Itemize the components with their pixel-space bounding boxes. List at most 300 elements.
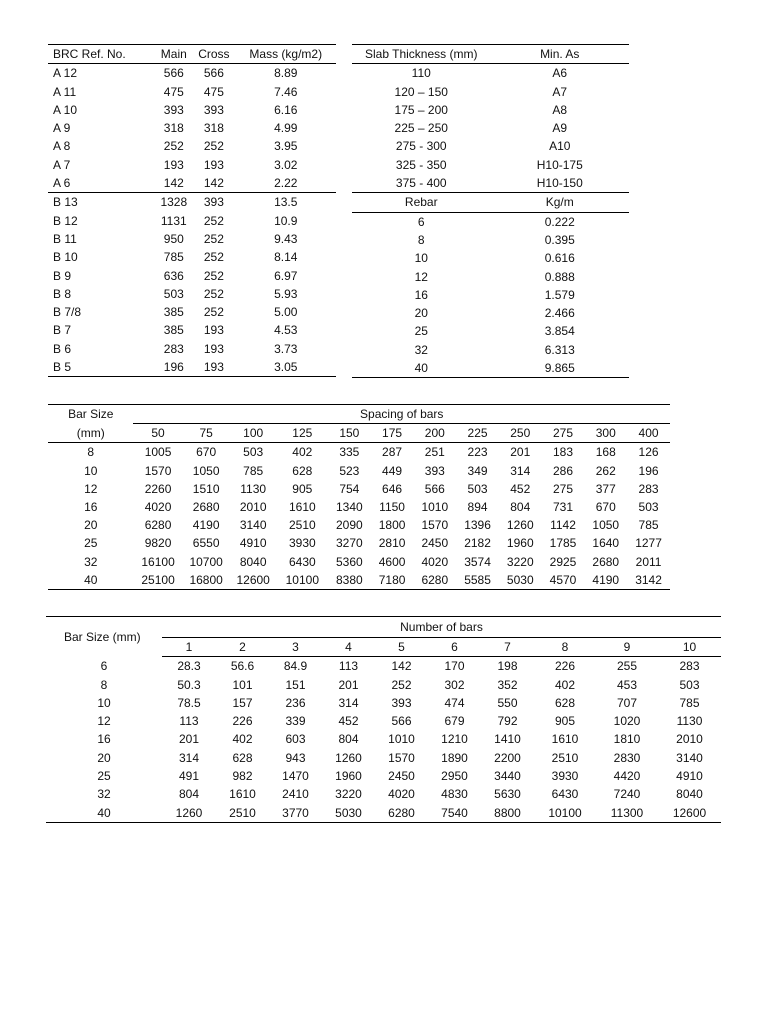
brc-mass-cell: 2.22 [274,176,298,191]
numbars-table-row [46,712,721,730]
area-cell: 2830 [613,750,641,765]
area-cell: 804 [178,787,200,802]
area-cell: 628 [554,695,576,710]
area-cell: 56.6 [230,659,255,674]
area-cell: 792 [497,714,518,729]
area-cell: 3930 [288,536,316,551]
rebar-header: Rebar [352,193,491,212]
min-as-cell: A6 [552,66,568,81]
brc-ref-cell: B 13 [48,193,155,212]
min-as-cell: H10-175 [536,157,583,172]
area-cell: 7540 [441,805,468,820]
rebar-table-row [352,341,629,359]
spacing-value-header: 200 [413,424,456,443]
slab-rebar-table [352,44,629,378]
area-cell: 25100 [141,572,175,587]
area-cell: 2010 [239,499,267,514]
spacing-table-row [48,571,670,590]
brc-table-row [48,137,336,155]
area-cell: 236 [285,695,306,710]
area-cell: 16100 [141,554,175,569]
bar-size-cell: 8 [87,445,95,460]
area-cell: 2925 [549,554,577,569]
numbars-title: Number of bars [400,620,483,634]
kg-per-m-cell: 0.222 [544,214,575,229]
numbars-table-row [46,804,721,823]
slab-thickness-cell: 225 – 250 [394,121,448,136]
area-cell: 1470 [282,769,309,784]
area-cell: 4910 [239,536,267,551]
brc-ref-cell: B 11 [53,231,77,246]
area-cell: 1050 [592,518,620,533]
area-cell: 4190 [192,518,220,533]
area-cell: 251 [424,445,445,460]
brc-main-cell: 1131 [160,213,187,228]
area-cell: 452 [338,714,359,729]
area-cell: 5030 [506,572,534,587]
spacing-table-row [48,480,670,498]
brc-main-cell: 950 [163,231,184,246]
area-cell: 5030 [335,805,362,820]
spacing-table-row [48,498,670,516]
brc-cross-cell: 252 [203,213,224,228]
brc-mass-cell: 9.43 [274,231,298,246]
kg-per-m-header: Kg/m [491,193,630,212]
brc-table-row [48,83,336,101]
area-cell: 1260 [506,518,534,533]
area-cell: 943 [285,750,306,765]
area-cell: 2450 [421,536,449,551]
brc-mass-cell: 5.93 [274,286,298,301]
bar-size-cell: 25 [84,536,98,551]
area-cell: 1570 [388,750,415,765]
spacing-value-header: 275 [542,424,585,443]
area-cell: 78.5 [177,695,201,710]
area-cell: 283 [638,481,659,496]
area-cell: 8040 [676,787,703,802]
area-cell: 9820 [144,536,172,551]
brc-cross-cell: 393 [203,102,224,117]
slab-thickness-cell: 175 – 200 [394,102,448,117]
area-cell: 1340 [335,499,363,514]
area-cell: 402 [232,732,253,747]
slab-thickness-cell: 375 - 400 [395,176,447,191]
spacing-title-row [48,405,670,424]
area-cell: 6430 [551,787,579,802]
brc-main-cell: 1328 [155,193,192,212]
brc-mass-cell: 6.97 [274,268,298,283]
spacing-value-header: 175 [371,424,414,443]
area-cell: 402 [292,445,313,460]
brc-table-row [48,248,336,266]
numbars-table-row [46,749,721,767]
bar-size-cell: 20 [97,750,111,765]
area-cell: 1800 [378,518,406,533]
brc-mesh-table [48,44,336,377]
brc-table-row [48,174,336,193]
area-cell: 1610 [551,732,579,747]
area-cell: 804 [338,732,359,747]
area-cell: 1005 [144,445,172,460]
area-cell: 113 [179,714,199,729]
brc-cross-cell: 193 [203,341,224,356]
kg-per-m-cell: 6.313 [544,342,575,357]
slab-table-row [352,83,629,101]
spacing-value-header: 125 [277,424,328,443]
area-cell: 6280 [421,572,449,587]
bar-count-header: 2 [216,638,269,657]
area-cell: 286 [552,463,574,478]
area-cell: 339 [285,714,306,729]
area-cell: 1142 [550,518,576,533]
bar-count-header: 8 [534,638,596,657]
rebar-table-row [352,249,629,267]
area-cell: 503 [243,445,264,460]
area-cell: 2011 [635,554,662,569]
kg-per-m-cell: 0.395 [544,232,575,247]
area-cell: 198 [497,659,518,674]
min-as-cell: A9 [552,121,568,136]
bar-size-cell: 16 [97,732,111,747]
brc-main-cell: 196 [163,360,184,375]
area-cell: 1020 [613,714,641,729]
area-cell: 1960 [506,536,534,551]
slab-thickness-cell: 325 - 350 [395,157,447,172]
brc-main-cell: 318 [163,121,184,136]
brc-main-cell: 503 [163,286,184,301]
area-cell: 10700 [189,554,223,569]
area-cell: 491 [178,769,200,784]
brc-table-row [48,64,336,83]
area-cell: 1260 [335,750,362,765]
area-cell: 679 [444,714,465,729]
brc-mass-cell: 3.05 [274,360,298,375]
area-cell: 255 [616,659,638,674]
brc-header-row [48,45,336,64]
kg-per-m-cell: 0.616 [544,251,575,266]
spacing-values-row [48,424,670,443]
area-cell: 50.3 [177,677,201,692]
area-cell: 5630 [494,787,521,802]
rebar-size-cell: 40 [414,361,428,376]
bar-size-cell: 32 [97,787,111,802]
slab-table-row [352,119,629,137]
area-cell: 168 [595,445,616,460]
spacing-value-header: 225 [456,424,499,443]
brc-ref-cell: A 10 [53,102,78,117]
area-cell: 335 [339,445,360,460]
area-cell: 503 [679,677,700,692]
area-cell: 349 [467,463,488,478]
area-cell: 2510 [229,805,256,820]
number-of-bars-table [46,616,721,823]
brc-main-cell: 566 [163,66,184,81]
area-cell: 449 [382,463,403,478]
bar-size-cell: 6 [100,659,108,674]
area-cell: 2010 [676,732,703,747]
kg-per-m-cell: 3.854 [544,324,575,339]
spacing-value-header: 400 [627,424,670,443]
rebar-table-row [352,359,629,378]
area-cell: 646 [382,481,403,496]
brc-table-row [48,193,336,212]
brc-ref-cell: B 8 [53,286,72,301]
area-cell: 201 [510,445,531,460]
area-cell: 5585 [464,572,491,587]
numbars-table-row [46,730,721,748]
bar-count-header: 6 [428,638,481,657]
area-cell: 226 [232,714,253,729]
brc-cross-cell: 566 [203,66,224,81]
area-cell: 6550 [192,536,220,551]
area-cell: 28.3 [177,659,201,674]
area-cell: 223 [467,445,488,460]
brc-ref-cell: B 12 [53,213,78,228]
brc-main-cell: 636 [163,268,184,283]
kg-per-m-cell: 9.865 [544,361,575,376]
brc-cross-cell: 142 [203,176,224,191]
bar-size-cell: 20 [84,518,98,533]
area-cell: 2510 [551,750,579,765]
area-cell: 16800 [189,572,223,587]
kg-per-m-cell: 0.888 [544,269,575,284]
area-cell: 670 [196,445,217,460]
rebar-size-cell: 8 [417,232,425,247]
rebar-table-row [352,231,629,249]
area-cell: 1010 [421,499,449,514]
bar-size-cell: 32 [84,554,98,569]
spacing-table-row [48,462,670,480]
bar-size-cell: 10 [84,463,98,478]
area-cell: 1130 [676,714,703,729]
brc-mass-cell: 5.00 [274,305,298,320]
numbars-table-row [46,694,721,712]
area-cell: 126 [638,445,659,460]
area-cell: 393 [424,463,445,478]
area-cell: 3142 [635,572,662,587]
slab-table-row [352,64,629,83]
brc-mass-cell: 3.73 [274,341,298,356]
bar-size-cell: 8 [100,677,108,692]
area-cell: 503 [638,499,659,514]
brc-ref-cell: B 7/8 [53,305,82,320]
brc-mass-cell: 4.99 [274,121,298,136]
area-cell: 3220 [506,554,534,569]
spacing-table-row [48,443,670,462]
brc-cross-cell: 193 [203,157,224,172]
area-cell: 707 [616,695,638,710]
brc-ref-cell: A 6 [53,176,71,191]
brc-table-body [48,64,336,377]
brc-table-row [48,212,336,230]
area-cell: 11300 [610,805,644,820]
area-cell: 670 [595,499,616,514]
area-cell: 3140 [676,750,703,765]
area-cell: 3770 [282,805,309,820]
area-cell: 3270 [335,536,363,551]
bar-count-header: 7 [481,638,534,657]
area-cell: 4020 [388,787,415,802]
area-cell: 302 [444,677,465,692]
brc-mass-cell: 4.53 [274,323,298,338]
area-cell: 785 [638,518,659,533]
area-cell: 628 [292,463,313,478]
slab-thickness-header: Slab Thickness (mm) [352,45,491,64]
area-cell: 6280 [144,518,172,533]
brc-mass-cell: 7.46 [274,84,298,99]
area-cell: 754 [339,481,360,496]
area-cell: 503 [467,481,488,496]
slab-table-body [352,64,629,378]
area-cell: 453 [616,677,638,692]
brc-main-cell: 193 [163,157,184,172]
area-cell: 10100 [285,572,319,587]
area-cell: 905 [554,714,576,729]
bar-count-header: 3 [269,638,322,657]
rebar-table-row [352,322,629,340]
brc-mass-cell: 3.95 [274,139,298,154]
area-cell: 2950 [441,769,468,784]
brc-mass-cell: 8.89 [274,66,298,81]
rebar-size-cell: 32 [414,342,428,357]
bar-count-header: 9 [596,638,658,657]
brc-table-row [48,340,336,358]
area-cell: 2182 [464,536,491,551]
brc-main-cell: 283 [163,341,184,356]
bar-count-header: 10 [658,638,721,657]
rebar-size-cell: 20 [414,306,428,321]
rebar-size-cell: 10 [414,251,428,266]
area-cell: 1890 [441,750,468,765]
area-cell: 1277 [635,536,662,551]
area-cell: 6280 [388,805,415,820]
brc-ref-cell: A 9 [53,121,71,136]
brc-cross-cell: 252 [203,286,224,301]
bar-size-label: Bar Size (mm) [64,629,141,644]
rebar-table-row [352,212,629,231]
rebar-size-cell: 6 [417,214,425,229]
area-cell: 1640 [592,536,620,551]
area-cell: 352 [497,677,518,692]
area-cell: 523 [339,463,360,478]
brc-ref-cell: A 11 [53,84,77,99]
bar-size-cell: 16 [84,499,98,514]
area-cell: 201 [338,677,359,692]
slab-table-row [352,137,629,155]
brc-mass-cell: 3.02 [274,157,298,172]
min-as-cell: A8 [552,102,568,117]
area-cell: 170 [444,659,465,674]
area-cell: 2090 [335,518,363,533]
area-cell: 785 [679,695,700,710]
area-cell: 5360 [335,554,363,569]
spacing-table-row [48,553,670,571]
brc-mass-cell: 13.5 [236,193,336,212]
numbars-table-body [46,657,721,823]
brc-table-row [48,156,336,174]
brc-table-row [48,285,336,303]
brc-ref-cell: B 9 [53,268,72,283]
area-cell: 452 [510,481,531,496]
area-cell: 4830 [441,787,468,802]
brc-main-cell: 385 [163,305,184,320]
area-cell: 731 [552,499,574,514]
rebar-size-cell: 16 [414,287,428,302]
area-cell: 2260 [144,481,172,496]
area-cell: 12600 [672,805,707,820]
bar-count-header: 5 [375,638,428,657]
spacing-table-row [48,534,670,552]
spacing-of-bars-table [48,404,670,590]
area-cell: 402 [554,677,576,692]
numbars-table-row [46,785,721,803]
min-as-header: Min. As [491,45,630,64]
slab-table-row [352,174,629,193]
numbars-title-row [46,617,721,638]
area-cell: 566 [391,714,412,729]
area-cell: 1610 [229,787,256,802]
spacing-value-header: 300 [584,424,627,443]
brc-table-row [48,119,336,137]
spacing-table-row [48,516,670,534]
area-cell: 151 [285,677,306,692]
area-cell: 8040 [239,554,267,569]
min-as-cell: A10 [549,139,571,154]
area-cell: 2680 [592,554,620,569]
area-cell: 1396 [464,518,491,533]
area-cell: 1570 [421,518,449,533]
area-cell: 252 [391,677,412,692]
area-cell: 3440 [494,769,521,784]
area-cell: 4190 [592,572,620,587]
area-cell: 4570 [549,572,577,587]
numbars-table-row [46,676,721,694]
bar-size-cell: 40 [84,572,98,587]
rebar-table-row [352,304,629,322]
area-cell: 1410 [494,732,521,747]
area-cell: 377 [595,481,616,496]
area-cell: 894 [467,499,488,514]
slab-table-row [352,156,629,174]
area-cell: 1050 [192,463,220,478]
area-cell: 142 [391,659,412,674]
area-cell: 1810 [613,732,641,747]
brc-cross-cell: 252 [203,305,224,320]
brc-ref-cell: B 5 [53,360,72,375]
brc-table-row [48,101,336,119]
area-cell: 1510 [192,481,220,496]
slab-thickness-cell: 110 [411,66,431,81]
area-cell: 566 [424,481,445,496]
spacing-value-header: 150 [328,424,371,443]
kg-per-m-cell: 1.579 [544,287,575,302]
area-cell: 226 [554,659,576,674]
area-cell: 1960 [335,769,362,784]
brc-main-cell: 393 [163,102,184,117]
bar-count-header: 4 [322,638,375,657]
area-cell: 10100 [548,805,582,820]
min-as-cell: A7 [552,84,568,99]
area-cell: 113 [338,659,359,674]
brc-ref-cell: A 12 [53,66,78,81]
spacing-value-header: 50 [133,424,182,443]
brc-main-cell: 142 [163,176,184,191]
brc-cross-cell: 252 [203,250,224,265]
area-cell: 201 [178,732,200,747]
area-cell: 2510 [288,518,316,533]
brc-ref-cell: B 10 [53,250,78,265]
area-cell: 1785 [549,536,577,551]
